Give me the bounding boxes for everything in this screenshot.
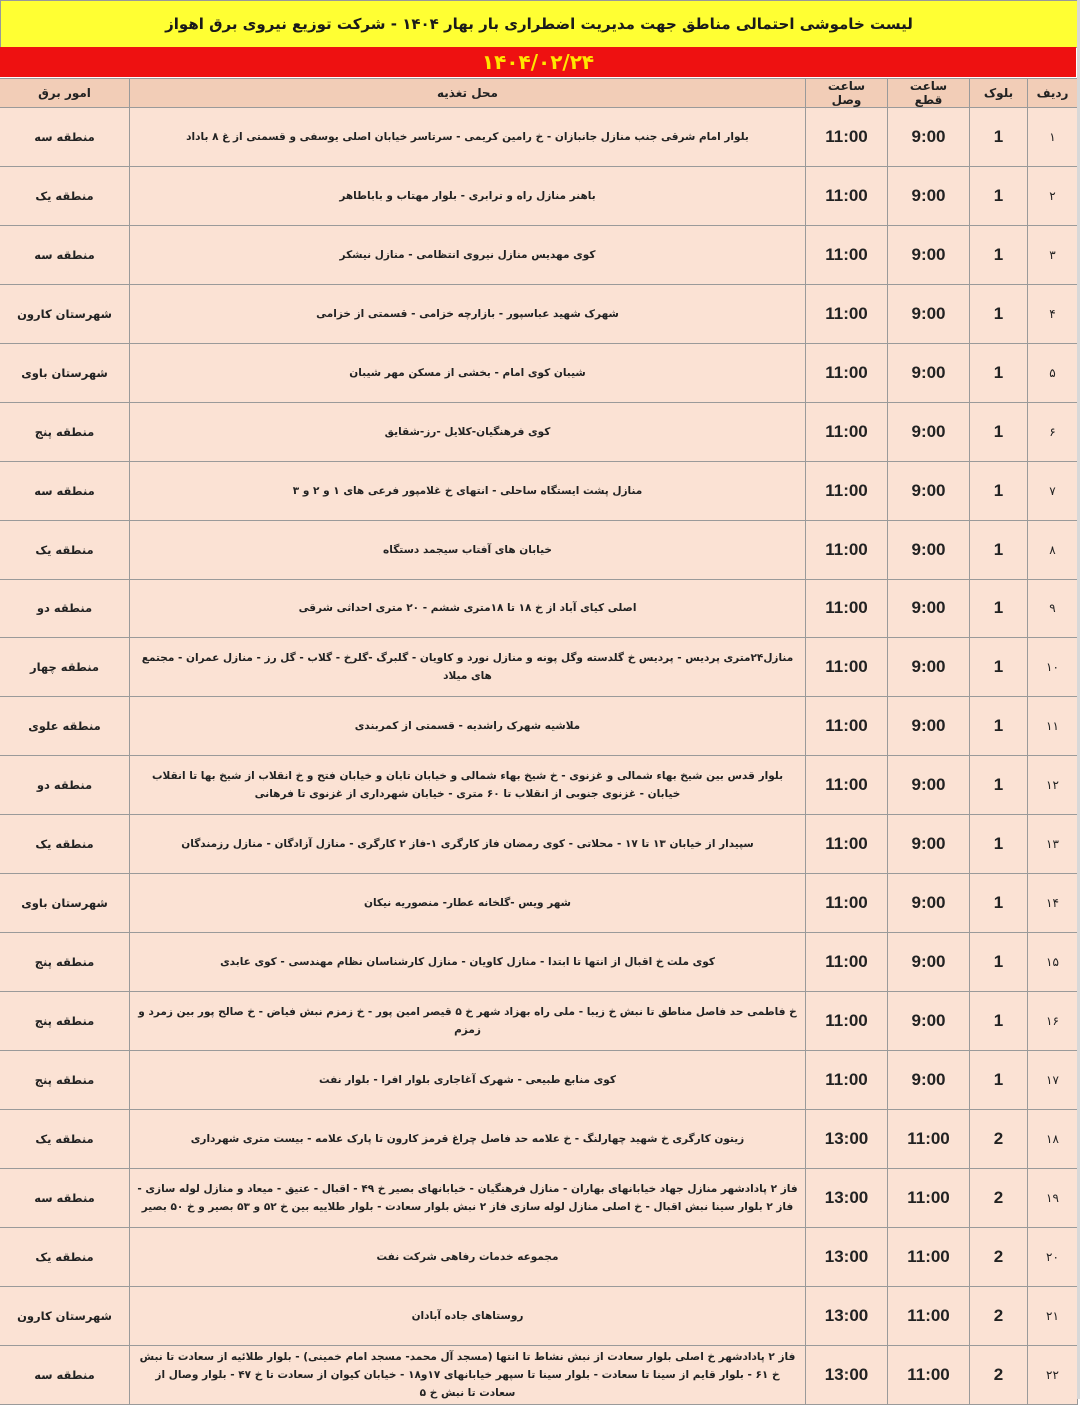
- row-area: شهرستان کارون: [0, 1286, 130, 1345]
- row-area: منطقه سه: [0, 461, 130, 520]
- row-reconnect-time: 11:00: [806, 638, 888, 697]
- row-feed-location: باهنر منازل راه و ترابری - بلوار مهتاب و باباطاهر: [130, 166, 806, 225]
- row-feed-location: کوی مهدیس منازل نیروی انتظامی - منازل نیشکر: [130, 225, 806, 284]
- row-cut-time: 9:00: [888, 461, 970, 520]
- row-feed-location: کوی منابع طبیعی - شهرک آغاجاری بلوار افرا - بلوار نفت: [130, 1051, 806, 1110]
- row-block: 1: [970, 343, 1028, 402]
- row-index: ۳: [1028, 225, 1078, 284]
- row-cut-time: 9:00: [888, 933, 970, 992]
- table-row: [0, 461, 1078, 520]
- page-title: لیست خاموشی احتمالی مناطق جهت مدیریت اضطراری بار بهار ۱۴۰۴ - شرکت توزیع نیروی برق اهواز: [0, 0, 1078, 48]
- row-area: منطقه یک: [0, 1109, 130, 1168]
- row-block: 2: [970, 1227, 1028, 1286]
- row-index: ۱۸: [1028, 1109, 1078, 1168]
- row-feed-location: شهر ویس -گلخانه عطار- منصوریه نیکان: [130, 874, 806, 933]
- row-cut-time: 11:00: [888, 1109, 970, 1168]
- row-index: ۲۱: [1028, 1286, 1078, 1345]
- row-cut-time: 9:00: [888, 343, 970, 402]
- row-feed-location: کوی فرهنگیان-کلایل -رز-شقایق: [130, 402, 806, 461]
- row-reconnect-time: 13:00: [806, 1227, 888, 1286]
- row-index: ۲۲: [1028, 1345, 1078, 1404]
- row-feed-location: شهرک شهید عباسپور - بازارچه خزامی - قسمتی از خزامی: [130, 284, 806, 343]
- row-block: 2: [970, 1168, 1028, 1227]
- row-reconnect-time: 11:00: [806, 343, 888, 402]
- row-cut-time: 9:00: [888, 756, 970, 815]
- row-reconnect-time: 11:00: [806, 815, 888, 874]
- row-cut-time: 11:00: [888, 1345, 970, 1404]
- row-area: منطقه چهار: [0, 638, 130, 697]
- table-row: [0, 1227, 1078, 1286]
- row-index: ۱۴: [1028, 874, 1078, 933]
- row-index: ۶: [1028, 402, 1078, 461]
- row-reconnect-time: 11:00: [806, 756, 888, 815]
- row-cut-time: 9:00: [888, 992, 970, 1051]
- row-cut-time: 9:00: [888, 108, 970, 167]
- column-header-feed-location: محل تغذیه: [130, 79, 806, 108]
- row-reconnect-time: 11:00: [806, 697, 888, 756]
- row-index: ۱۲: [1028, 756, 1078, 815]
- table-row: [0, 284, 1078, 343]
- row-block: 1: [970, 166, 1028, 225]
- row-block: 1: [970, 638, 1028, 697]
- row-feed-location: اصلی کیای آباد از خ ۱۸ تا ۱۸متری ششم - ۲۰ متری احداثی شرقی: [130, 579, 806, 638]
- table-row: [0, 402, 1078, 461]
- outage-table-container: [0, 78, 1078, 1405]
- row-area: منطقه سه: [0, 225, 130, 284]
- row-feed-location: بلوار قدس بین شیخ بهاء شمالی و غزنوی - خ شیخ بهاء شمالی و خیابان تابان و خیابان فتح و خ انقلاب از شیخ بها تا انقلاب خیابان - غزنوی جنوبی از انقلاب تا ۶۰ متری - خیابان شهرداری از غزنوی تا فرهانی: [130, 756, 806, 815]
- row-area: منطقه یک: [0, 1227, 130, 1286]
- table-row: [0, 697, 1078, 756]
- column-header-block: بلوک: [970, 79, 1028, 108]
- row-cut-time: 9:00: [888, 225, 970, 284]
- row-index: ۱۷: [1028, 1051, 1078, 1110]
- row-reconnect-time: 11:00: [806, 108, 888, 167]
- row-block: 2: [970, 1286, 1028, 1345]
- row-block: 1: [970, 225, 1028, 284]
- row-block: 1: [970, 579, 1028, 638]
- row-reconnect-time: 11:00: [806, 284, 888, 343]
- row-block: 2: [970, 1345, 1028, 1404]
- row-reconnect-time: 11:00: [806, 874, 888, 933]
- row-area: منطقه پنج: [0, 992, 130, 1051]
- row-index: ۹: [1028, 579, 1078, 638]
- row-feed-location: زیتون کارگری خ شهید چهارلنگ - خ علامه حد فاصل چراغ قرمز کارون تا پارک علامه - بیست متری شهرداری: [130, 1109, 806, 1168]
- row-area: منطقه یک: [0, 815, 130, 874]
- row-feed-location: بلوار امام شرقی جنب منازل جانبازان - خ رامین کریمی - سرتاسر خیابان اصلی یوسفی و قسمتی از غ ۸ باداد: [130, 108, 806, 167]
- row-reconnect-time: 11:00: [806, 992, 888, 1051]
- row-cut-time: 11:00: [888, 1286, 970, 1345]
- column-header-area: امور برق: [0, 79, 130, 108]
- table-row: [0, 638, 1078, 697]
- table-row: [0, 1286, 1078, 1345]
- row-reconnect-time: 13:00: [806, 1345, 888, 1404]
- row-cut-time: 11:00: [888, 1168, 970, 1227]
- column-header-index: ردیف: [1028, 79, 1078, 108]
- row-reconnect-time: 13:00: [806, 1168, 888, 1227]
- row-cut-time: 9:00: [888, 166, 970, 225]
- row-block: 2: [970, 1109, 1028, 1168]
- row-cut-time: 9:00: [888, 579, 970, 638]
- row-feed-location: فاز ۲ پادادشهر خ اصلی بلوار سعادت از نبش نشاط تا انتها (مسجد آل محمد- مسجد امام خمینی) - بلوار طلائیه از سعادت تا نبش خ ۶۱ - بلوار قایم از سینا تا سعادت - بلوار سینا تا سپهر خیابانهای ۱۷و۱۸ - خیابان کیوان از سعادت تا خ ۴۷ - بلوار وصال از سعادت تا نبش خ ۵: [130, 1345, 806, 1404]
- table-row: [0, 520, 1078, 579]
- row-area: منطقه دو: [0, 579, 130, 638]
- row-feed-location: خ فاطمی حد فاصل مناطق تا نبش خ زیبا - ملی راه بهزاد شهر خ ۵ قیصر امین پور - خ زمزم نبش فیاض - خ صالح پور بین زمرد و زمزم: [130, 992, 806, 1051]
- row-area: شهرستان باوی: [0, 343, 130, 402]
- row-feed-location: منازل۲۴متری پردیس - پردیس خ گلدسته وگل پونه و منازل نورد و کاویان - گلبرگ -گلرخ - گلاب - گل رز - منازل عمران - مجتمع های میلاد: [130, 638, 806, 697]
- table-row: [0, 1168, 1078, 1227]
- table-row: [0, 166, 1078, 225]
- row-block: 1: [970, 1051, 1028, 1110]
- table-row: [0, 1109, 1078, 1168]
- table-row: [0, 874, 1078, 933]
- row-feed-location: شیبان کوی امام - بخشی از مسکن مهر شیبان: [130, 343, 806, 402]
- row-index: ۷: [1028, 461, 1078, 520]
- row-cut-time: 11:00: [888, 1227, 970, 1286]
- row-block: 1: [970, 933, 1028, 992]
- row-feed-location: مجموعه خدمات رفاهی شرکت نفت: [130, 1227, 806, 1286]
- row-feed-location: منازل پشت ایستگاه ساحلی - انتهای خ غلامپور فرعی های ۱ و ۲ و ۳: [130, 461, 806, 520]
- row-index: ۱۳: [1028, 815, 1078, 874]
- table-row: [0, 933, 1078, 992]
- row-reconnect-time: 11:00: [806, 579, 888, 638]
- table-row: [0, 815, 1078, 874]
- row-reconnect-time: 13:00: [806, 1286, 888, 1345]
- row-block: 1: [970, 697, 1028, 756]
- row-block: 1: [970, 108, 1028, 167]
- row-feed-location: روستاهای جاده آبادان: [130, 1286, 806, 1345]
- row-block: 1: [970, 461, 1028, 520]
- table-row: [0, 579, 1078, 638]
- row-cut-time: 9:00: [888, 638, 970, 697]
- row-area: منطقه سه: [0, 1345, 130, 1404]
- row-feed-location: سپیدار از خیابان ۱۳ تا ۱۷ - محلاتی - کوی رمضان فاز کارگری ۱-فاز ۲ کارگری - منازل آزادگان - منازل رزمندگان: [130, 815, 806, 874]
- row-area: منطقه علوی: [0, 697, 130, 756]
- row-area: منطقه دو: [0, 756, 130, 815]
- row-index: ۱: [1028, 108, 1078, 167]
- row-feed-location: خیابان های آفتاب سیجمد دستگاه: [130, 520, 806, 579]
- row-block: 1: [970, 520, 1028, 579]
- row-cut-time: 9:00: [888, 520, 970, 579]
- row-area: منطقه پنج: [0, 402, 130, 461]
- row-index: ۲۰: [1028, 1227, 1078, 1286]
- row-reconnect-time: 11:00: [806, 933, 888, 992]
- row-cut-time: 9:00: [888, 402, 970, 461]
- row-index: ۱۰: [1028, 638, 1078, 697]
- row-area: منطقه پنج: [0, 1051, 130, 1110]
- row-block: 1: [970, 992, 1028, 1051]
- row-index: ۱۶: [1028, 992, 1078, 1051]
- row-area: شهرستان باوی: [0, 874, 130, 933]
- row-feed-location: ملاشیه شهرک راشدیه - قسمتی از کمربندی: [130, 697, 806, 756]
- row-block: 1: [970, 756, 1028, 815]
- row-cut-time: 9:00: [888, 874, 970, 933]
- row-block: 1: [970, 874, 1028, 933]
- row-area: منطقه یک: [0, 166, 130, 225]
- row-cut-time: 9:00: [888, 697, 970, 756]
- column-header-cut-time: ساعت قطع: [888, 79, 970, 108]
- table-row: [0, 343, 1078, 402]
- date-banner: ۱۴۰۴/۰۲/۲۴: [0, 47, 1076, 77]
- table-row: [0, 1051, 1078, 1110]
- row-area: منطقه سه: [0, 1168, 130, 1227]
- row-feed-location: کوی ملت خ اقبال از انتها تا ابتدا - منازل کاویان - منازل کارشناسان نظام مهندسی - کوی عابدی: [130, 933, 806, 992]
- table-row: [0, 992, 1078, 1051]
- row-reconnect-time: 11:00: [806, 461, 888, 520]
- row-index: ۲: [1028, 166, 1078, 225]
- table-row: [0, 1345, 1078, 1404]
- row-block: 1: [970, 402, 1028, 461]
- row-area: منطقه پنج: [0, 933, 130, 992]
- table-header-row: [0, 79, 1078, 108]
- row-index: ۱۱: [1028, 697, 1078, 756]
- row-index: ۵: [1028, 343, 1078, 402]
- row-cut-time: 9:00: [888, 284, 970, 343]
- table-body: [0, 108, 1078, 1405]
- table-row: [0, 225, 1078, 284]
- row-reconnect-time: 11:00: [806, 225, 888, 284]
- row-index: ۸: [1028, 520, 1078, 579]
- row-reconnect-time: 11:00: [806, 1051, 888, 1110]
- row-area: منطقه سه: [0, 108, 130, 167]
- table-row: [0, 108, 1078, 167]
- row-area: منطقه یک: [0, 520, 130, 579]
- row-index: ۴: [1028, 284, 1078, 343]
- row-reconnect-time: 11:00: [806, 402, 888, 461]
- table-row: [0, 756, 1078, 815]
- row-cut-time: 9:00: [888, 1051, 970, 1110]
- row-feed-location: فاز ۲ پادادشهر منازل جهاد خیابانهای بهاران - منازل فرهنگیان - خیابانهای بصیر خ ۴۹ - اقبال - عتیق - میعاد و منازل لوله سازی - فاز ۲ بلوار سینا نبش اقبال - خ اصلی منازل لوله سازی فاز ۲ نبش بلوار سعادت - بلوار طلاییه بین خ ۵۲ و ۵۳ بصیر و خ ۵۰ بصیر: [130, 1168, 806, 1227]
- row-area: شهرستان کارون: [0, 284, 130, 343]
- row-reconnect-time: 13:00: [806, 1109, 888, 1168]
- row-reconnect-time: 11:00: [806, 166, 888, 225]
- row-index: ۱۹: [1028, 1168, 1078, 1227]
- row-cut-time: 9:00: [888, 815, 970, 874]
- row-block: 1: [970, 284, 1028, 343]
- outage-table: [0, 78, 1078, 1405]
- row-block: 1: [970, 815, 1028, 874]
- row-index: ۱۵: [1028, 933, 1078, 992]
- row-reconnect-time: 11:00: [806, 520, 888, 579]
- column-header-reconnect-time: ساعت وصل: [806, 79, 888, 108]
